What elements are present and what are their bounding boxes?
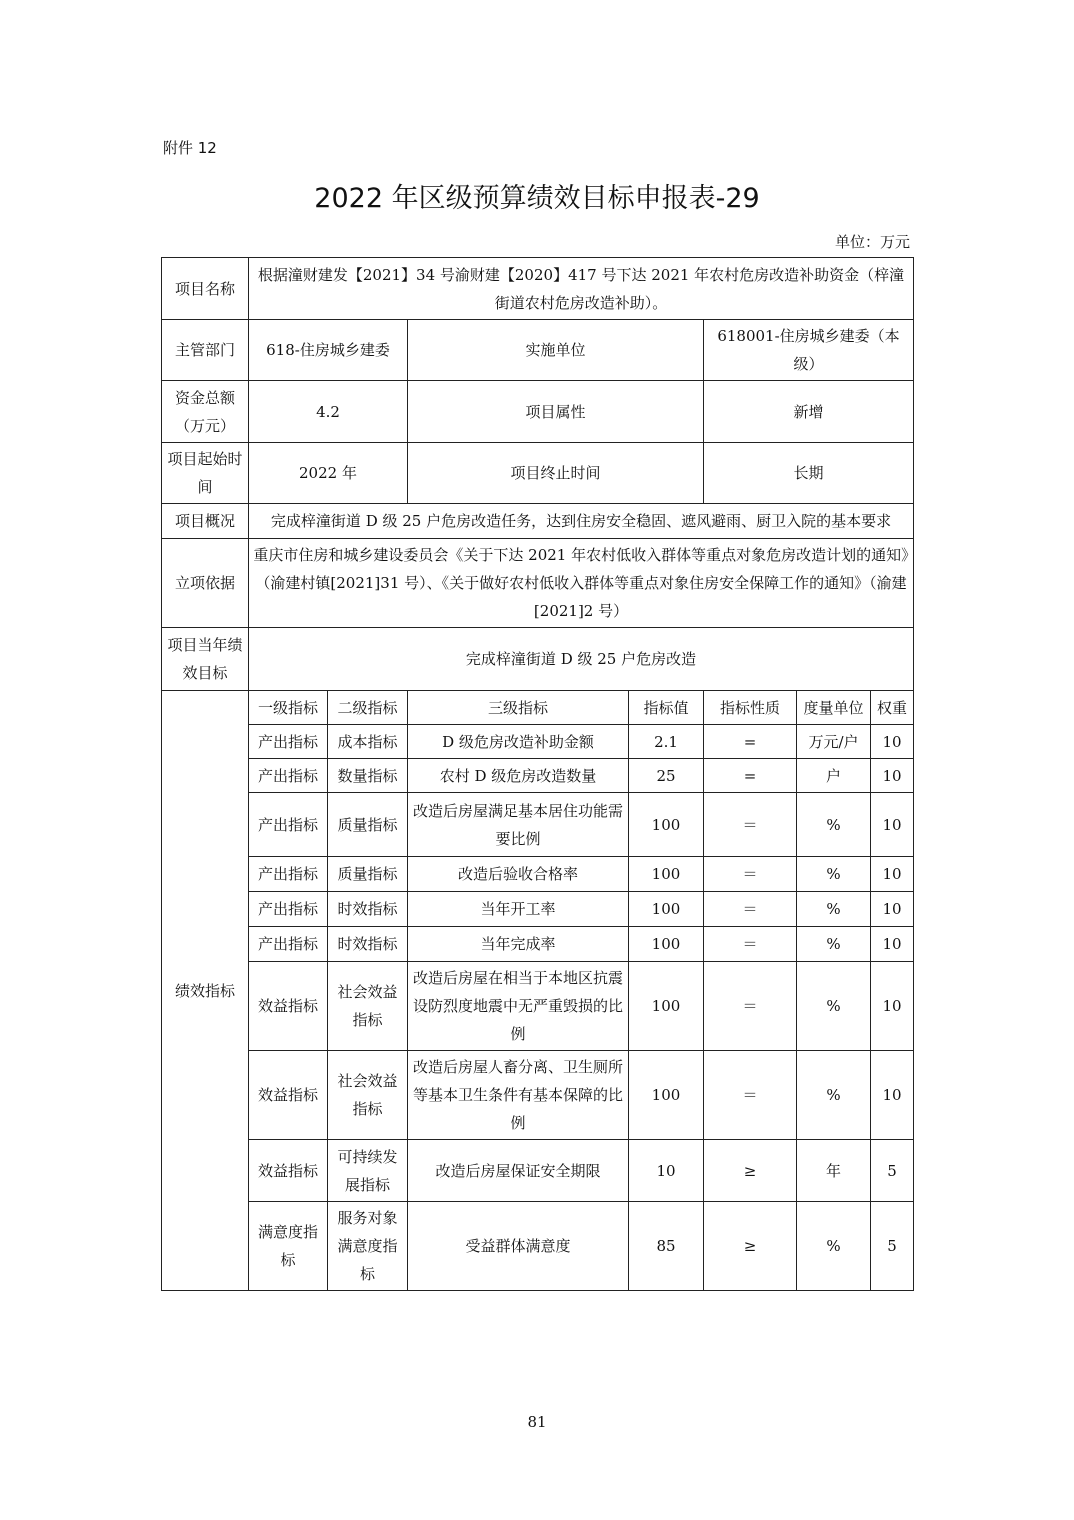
- level1-cell: 满意度指标: [249, 1202, 328, 1291]
- attachment-label: 附件 12: [163, 139, 217, 157]
- goal-value: 完成梓潼街道 D 级 25 户危房改造: [249, 628, 914, 691]
- unit-cell: %: [797, 962, 871, 1051]
- indicator-header-row: [162, 691, 914, 725]
- level3-cell: 改造后房屋满足基本居住功能需要比例: [408, 793, 629, 857]
- unit-cell: %: [797, 927, 871, 962]
- weight-cell: 5: [871, 1202, 914, 1291]
- unit-cell: 户: [797, 759, 871, 793]
- level2-cell: 质量指标: [328, 793, 408, 857]
- weight-cell: 10: [871, 759, 914, 793]
- indicator-row: [162, 892, 914, 927]
- level3-cell: 改造后房屋在相当于本地区抗震设防烈度地震中无严重毁损的比例: [408, 962, 629, 1051]
- goal-label: 项目当年绩效目标: [162, 628, 249, 691]
- level1-cell: 效益指标: [249, 1140, 328, 1202]
- value-cell: 100: [629, 962, 704, 1051]
- indicators-section-label: 绩效指标: [162, 691, 249, 1291]
- level1-cell: 产出指标: [249, 725, 328, 759]
- level3-cell: 改造后房屋人畜分离、卫生厕所等基本卫生条件有基本保障的比例: [408, 1051, 629, 1140]
- value-cell: 85: [629, 1202, 704, 1291]
- nature-cell: =: [704, 725, 797, 759]
- nature-cell: ＝: [704, 1051, 797, 1140]
- level2-cell: 可持续发展指标: [328, 1140, 408, 1202]
- fund-value: 4.2: [249, 381, 408, 443]
- fund-label: 资金总额（万元）: [162, 381, 249, 443]
- attr-value: 新增: [704, 381, 914, 443]
- level3-cell: 农村 D 级危房改造数量: [408, 759, 629, 793]
- nature-cell: ＝: [704, 793, 797, 857]
- page-title: 2022 年区级预算绩效目标申报表-29: [314, 183, 760, 214]
- level3-cell: 改造后房屋保证安全期限: [408, 1140, 629, 1202]
- header-value: 指标值: [629, 691, 704, 725]
- level2-cell: 数量指标: [328, 759, 408, 793]
- performance-target-table: [161, 257, 914, 1291]
- level1-cell: 产出指标: [249, 759, 328, 793]
- level1-cell: 效益指标: [249, 962, 328, 1051]
- nature-cell: ＝: [704, 857, 797, 892]
- nature-cell: ＝: [704, 892, 797, 927]
- header-weight: 权重: [871, 691, 914, 725]
- indicator-row: [162, 725, 914, 759]
- weight-cell: 10: [871, 892, 914, 927]
- level3-cell: 改造后验收合格率: [408, 857, 629, 892]
- unit-label: 单位：万元: [834, 233, 910, 251]
- unit-cell: 万元/户: [797, 725, 871, 759]
- unit-cell: %: [797, 1202, 871, 1291]
- goal-row: [162, 628, 914, 691]
- level2-cell: 成本指标: [328, 725, 408, 759]
- value-cell: 100: [629, 793, 704, 857]
- dept-value: 618-住房城乡建委: [249, 320, 408, 381]
- weight-cell: 10: [871, 962, 914, 1051]
- level3-cell: 受益群体满意度: [408, 1202, 629, 1291]
- basis-label: 立项依据: [162, 539, 249, 628]
- period-row: [162, 443, 914, 504]
- impl-value: 618001-住房城乡建委（本级）: [704, 320, 914, 381]
- fund-row: [162, 381, 914, 443]
- weight-cell: 10: [871, 793, 914, 857]
- indicator-row: [162, 759, 914, 793]
- project-name-value: 根据潼财建发【2021】34 号渝财建【2020】417 号下达 2021 年农村危房改造补助资金（梓潼街道农村危房改造补助）。: [249, 258, 914, 320]
- level2-cell: 时效指标: [328, 892, 408, 927]
- weight-cell: 10: [871, 1051, 914, 1140]
- level1-cell: 产出指标: [249, 793, 328, 857]
- start-value: 2022 年: [249, 443, 408, 504]
- level2-cell: 社会效益指标: [328, 1051, 408, 1140]
- level3-cell: 当年开工率: [408, 892, 629, 927]
- dept-row: [162, 320, 914, 381]
- header-unit: 度量单位: [797, 691, 871, 725]
- end-label: 项目终止时间: [408, 443, 704, 504]
- end-value: 长期: [704, 443, 914, 504]
- unit-cell: %: [797, 892, 871, 927]
- weight-cell: 5: [871, 1140, 914, 1202]
- basis-row: [162, 539, 914, 628]
- value-cell: 25: [629, 759, 704, 793]
- level1-cell: 产出指标: [249, 927, 328, 962]
- weight-cell: 10: [871, 725, 914, 759]
- indicator-row: [162, 1051, 914, 1140]
- level2-cell: 时效指标: [328, 927, 408, 962]
- page-number: 81: [527, 1413, 547, 1431]
- level3-cell: 当年完成率: [408, 927, 629, 962]
- nature-cell: ≥: [704, 1140, 797, 1202]
- indicator-row: [162, 927, 914, 962]
- attr-label: 项目属性: [408, 381, 704, 443]
- impl-label: 实施单位: [408, 320, 704, 381]
- header-level3: 三级指标: [408, 691, 629, 725]
- header-level1: 一级指标: [249, 691, 328, 725]
- indicator-row: [162, 793, 914, 857]
- unit-cell: 年: [797, 1140, 871, 1202]
- value-cell: 10: [629, 1140, 704, 1202]
- project-name-label: 项目名称: [162, 258, 249, 320]
- unit-cell: %: [797, 857, 871, 892]
- indicator-row: [162, 1140, 914, 1202]
- value-cell: 100: [629, 892, 704, 927]
- header-nature: 指标性质: [704, 691, 797, 725]
- indicator-row: [162, 1202, 914, 1291]
- level3-cell: D 级危房改造补助金额: [408, 725, 629, 759]
- level2-cell: 社会效益指标: [328, 962, 408, 1051]
- overview-value: 完成梓潼街道 D 级 25 户危房改造任务，达到住房安全稳固、遮风避雨、厨卫入院的基本要求: [249, 504, 914, 539]
- basis-value: 重庆市住房和城乡建设委员会《关于下达 2021 年农村低收入群体等重点对象危房改造计划的通知》（渝建村镇[2021]31 号）、《关于做好农村低收入群体等重点对象住房安全保障工作的通知》（渝建[2021]2 号）: [249, 539, 914, 628]
- value-cell: 100: [629, 1051, 704, 1140]
- value-cell: 2.1: [629, 725, 704, 759]
- indicator-row: [162, 962, 914, 1051]
- overview-row: [162, 504, 914, 539]
- level1-cell: 产出指标: [249, 892, 328, 927]
- unit-cell: %: [797, 1051, 871, 1140]
- unit-cell: %: [797, 793, 871, 857]
- weight-cell: 10: [871, 857, 914, 892]
- dept-label: 主管部门: [162, 320, 249, 381]
- value-cell: 100: [629, 927, 704, 962]
- indicator-row: [162, 857, 914, 892]
- value-cell: 100: [629, 857, 704, 892]
- level2-cell: 质量指标: [328, 857, 408, 892]
- weight-cell: 10: [871, 927, 914, 962]
- level2-cell: 服务对象满意度指标: [328, 1202, 408, 1291]
- nature-cell: ＝: [704, 962, 797, 1051]
- header-level2: 二级指标: [328, 691, 408, 725]
- project-name-row: [162, 258, 914, 320]
- nature-cell: =: [704, 759, 797, 793]
- level1-cell: 产出指标: [249, 857, 328, 892]
- level1-cell: 效益指标: [249, 1051, 328, 1140]
- nature-cell: ≥: [704, 1202, 797, 1291]
- nature-cell: ＝: [704, 927, 797, 962]
- start-label: 项目起始时间: [162, 443, 249, 504]
- overview-label: 项目概况: [162, 504, 249, 539]
